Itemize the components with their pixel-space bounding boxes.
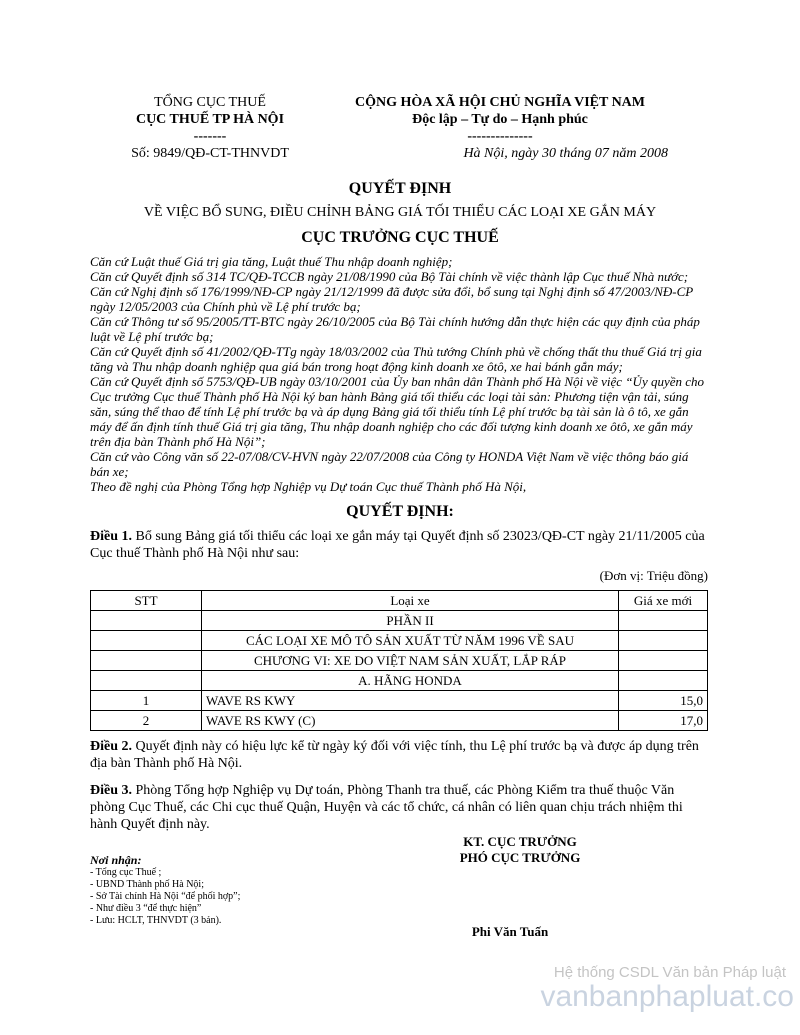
article-2 (90, 738, 708, 772)
document-title: QUYẾT ĐỊNH (348, 180, 452, 197)
table-chapter: CHƯƠNG VI: XE DO VIỆT NAM SẢN XUẤT, LẮP RÁP (202, 651, 619, 671)
basis-item: Căn cứ vào Công văn số 22-07/08/CV-HVN ngày 22/07/2008 của Công ty HONDA Việt Nam về việc thông báo giá bán xe; (90, 449, 689, 479)
header-right (330, 94, 670, 162)
table-row (91, 711, 708, 731)
basis-item: Căn cứ Luật thuế Giá trị gia tăng, Luật thuế Thu nhập doanh nghiệp; (90, 254, 453, 269)
row-vehicle-name: WAVE RS KWY (202, 691, 619, 711)
header-stt: STT (91, 591, 202, 611)
document-subtitle: VỀ VIỆC BỔ SUNG, ĐIỀU CHỈNH BẢNG GIÁ TỐI THIỂU CÁC LOẠI XE GẮN MÁY (143, 205, 657, 220)
legal-basis (90, 254, 708, 494)
decision-heading: QUYẾT ĐỊNH: (346, 503, 454, 520)
basis-item: Theo đề nghị của Phòng Tổng hợp Nghiệp vụ Dự toán Cục thuế Thành phố Hà Nội, (90, 479, 527, 494)
recipient-item: - Lưu: HCLT, THNVDT (3 bản). (90, 915, 222, 926)
table-category: CÁC LOẠI XE MÔ TÔ SẢN XUẤT TỪ NĂM 1996 VỀ SAU (202, 631, 619, 651)
office-name: CỤC THUẾ TP HÀ NỘI (135, 112, 285, 127)
article-1-label: Điều 1. (90, 529, 132, 544)
issuing-authority: CỤC TRƯỞNG CỤC THUẾ (301, 229, 499, 246)
header-left (100, 94, 320, 162)
recipients-title: Nơi nhận: (90, 853, 142, 867)
recipient-item: - Sở Tài chính Hà Nội “để phối hợp”; (90, 891, 241, 902)
signer-name: Phi Văn Tuấn (471, 924, 549, 939)
recipient-item: - UBND Thành phố Hà Nội; (90, 879, 204, 890)
watermark-system: Hệ thống CSDL Văn bản Pháp luật (553, 964, 786, 981)
table-row (91, 631, 708, 651)
basis-item: Căn cứ Quyết định số 314 TC/QĐ-TCCB ngày 21/08/1990 của Bộ Tài chính về việc thành lập Cục thuế Nhà nước; (90, 269, 689, 284)
article-1-text: Bổ sung Bảng giá tối thiểu các loại xe gắn máy tại Quyết định số 23023/QĐ-CT ngày 21/11/2005 của Cục thuế Thành phố Hà Nội như sau: (90, 529, 705, 561)
price-table (90, 590, 708, 731)
basis-item: Căn cứ Nghị định số 176/1999/NĐ-CP ngày 21/12/1999 đã được sửa đổi, bổ sung tại Nghị định số 47/2003/NĐ-CP ngày 12/05/2003 của Chính phủ về Lệ phí trước bạ; (90, 284, 694, 314)
agency-name: TỔNG CỤC THUẾ (154, 95, 266, 110)
header-right-separator: -------------- (467, 129, 533, 144)
recipient-item: - Như điều 3 “để thực hiện” (90, 903, 202, 914)
article-2-label: Điều 2. (90, 739, 132, 754)
table-row (91, 611, 708, 631)
table-row (91, 691, 708, 711)
row-price: 17,0 (619, 711, 708, 731)
basis-item: Căn cứ Thông tư số 95/2005/TT-BTC ngày 26/10/2005 của Bộ Tài chính hướng dẫn thực hiện các quy định của pháp luật về Lệ phí trước bạ; (90, 314, 700, 344)
table-header-row (91, 591, 708, 611)
recipients (90, 853, 350, 927)
header-new-price: Giá xe mới (619, 591, 708, 611)
document-date: Hà Nội, ngày 30 tháng 07 năm 2008 (463, 146, 668, 161)
signature-title (400, 834, 640, 866)
table-row (91, 651, 708, 671)
article-1 (90, 528, 708, 562)
motto: Độc lập – Tự do – Hạnh phúc (412, 112, 588, 127)
row-vehicle-name: WAVE RS KWY (C) (202, 711, 619, 731)
watermark-site: vanbanphapluat.co (540, 980, 794, 1013)
article-2-text: Quyết định này có hiệu lực kể từ ngày ký đối với việc tính, thu Lệ phí trước bạ và được áp dụng trên địa bàn Thành phố Hà Nội. (90, 739, 699, 771)
recipient-item: - Tổng cục Thuế ; (90, 867, 162, 878)
header-left-separator: ------- (193, 129, 227, 144)
row-stt: 2 (91, 711, 202, 731)
basis-item: Căn cứ Quyết định số 41/2002/QĐ-TTg ngày 18/03/2002 của Thủ tướng Chính phủ về chống thất thu thuế Giá trị gia tăng và Thu nhập doanh nghiệp qua giá bán trong hoạt động kinh doanh xe ôtô, xe hai bánh gắn máy; (90, 344, 702, 374)
row-price: 15,0 (619, 691, 708, 711)
article-3 (90, 782, 708, 833)
unit-note: (Đơn vị: Triệu đồng) (599, 568, 708, 583)
row-stt: 1 (91, 691, 202, 711)
basis-item: Căn cứ Quyết định số 5753/QĐ-UB ngày 03/10/2001 của Ủy ban nhân dân Thành phố Hà Nội về việc “Ủy quyền cho Cục trưởng Cục thuế Thành phố Hà Nội ký ban hành Bảng giá tối thiểu các loại tài sản: Phương tiện vận tải, súng săn, súng thể thao để tính Lệ phí trước bạ và áp dụng Bảng giá tối thiểu tính Lệ phí trước bạ tài sản là ô tô, xe gắn máy để ấn định tính thuế Giá trị gia tăng, Thu nhập doanh nghiệp cho các đối tượng kinh doanh xe ôtô, xe gắn máy trên địa bàn Thành phố Hà Nội”; (90, 374, 705, 449)
signature-line-2: PHÓ CỤC TRƯỞNG (459, 850, 581, 865)
table-part: PHẦN II (202, 611, 619, 631)
header-vehicle-type: Loại xe (202, 591, 619, 611)
document-number: Số: 9849/QĐ-CT-THNVDT (131, 146, 289, 161)
article-3-label: Điều 3. (90, 783, 132, 798)
table-brand: A. HÃNG HONDA (202, 671, 619, 691)
nation-name: CỘNG HÒA XÃ HỘI CHỦ NGHĨA VIỆT NAM (354, 95, 645, 110)
article-3-text: Phòng Tổng hợp Nghiệp vụ Dự toán, Phòng Thanh tra thuế, các Phòng Kiểm tra thuế thuộc Văn phòng Cục Thuế, các Chi cục thuế Quận, Huyện và các tổ chức, cá nhân có liên quan chịu trách nhiệm thi hành Quyết định này. (90, 783, 683, 832)
table-row (91, 671, 708, 691)
signature-line-1: KT. CỤC TRƯỞNG (463, 834, 577, 849)
